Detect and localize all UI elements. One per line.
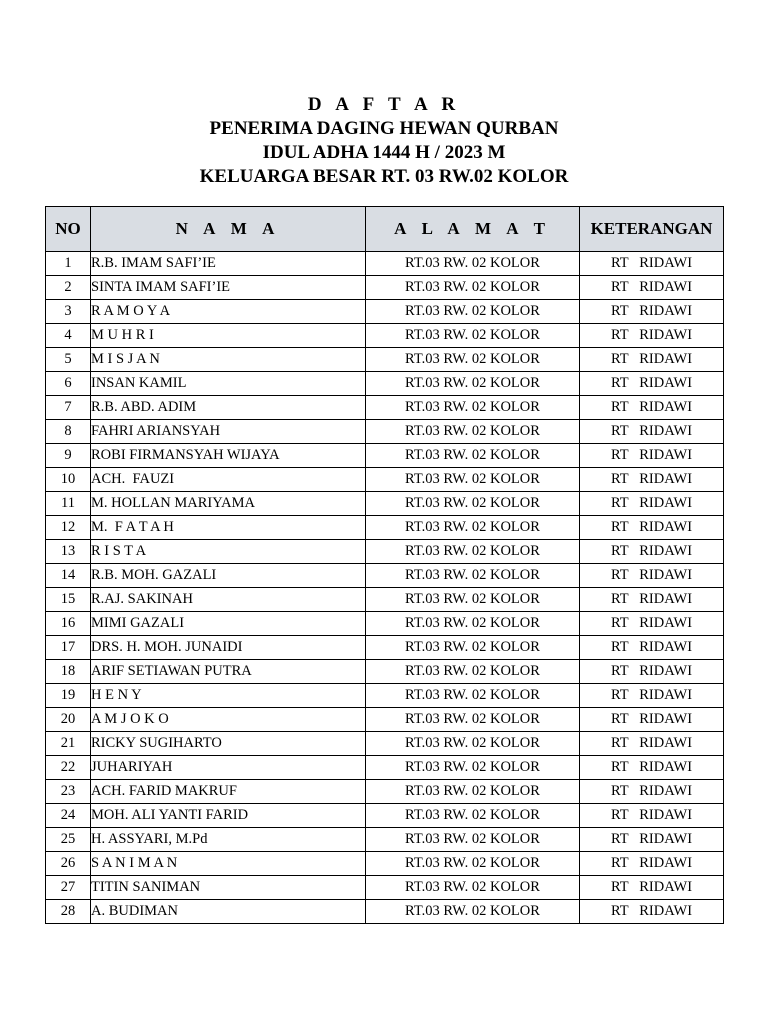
cell-nama: R.B. MOH. GAZALI xyxy=(91,564,366,588)
document-title-keluarga: KELUARGA BESAR RT. 03 RW.02 KOLOR xyxy=(199,166,569,187)
table-row xyxy=(46,516,724,540)
cell-alamat: RT.03 RW. 02 KOLOR xyxy=(366,804,580,828)
table-row xyxy=(46,372,724,396)
cell-nama: TITIN SANIMAN xyxy=(91,876,366,900)
cell-nama: ACH. FARID MAKRUF xyxy=(91,780,366,804)
cell-no: 27 xyxy=(46,876,91,900)
table-row xyxy=(46,276,724,300)
cell-no: 14 xyxy=(46,564,91,588)
cell-alamat: RT.03 RW. 02 KOLOR xyxy=(366,732,580,756)
cell-alamat: RT.03 RW. 02 KOLOR xyxy=(366,324,580,348)
cell-alamat: RT.03 RW. 02 KOLOR xyxy=(366,492,580,516)
document-title-daftar: D A F T A R xyxy=(307,94,461,115)
header-nama: N A M A xyxy=(91,207,366,252)
cell-nama: S A N I M A N xyxy=(91,852,366,876)
cell-nama: M. HOLLAN MARIYAMA xyxy=(91,492,366,516)
cell-nama: H. ASSYARI, M.Pd xyxy=(91,828,366,852)
cell-no: 22 xyxy=(46,756,91,780)
cell-no: 16 xyxy=(46,612,91,636)
table-row xyxy=(46,708,724,732)
table-row xyxy=(46,732,724,756)
document-title-idul-adha: IDUL ADHA 1444 H / 2023 M xyxy=(262,142,506,163)
table-row xyxy=(46,756,724,780)
table-row xyxy=(46,348,724,372)
cell-nama: DRS. H. MOH. JUNAIDI xyxy=(91,636,366,660)
recipient-table xyxy=(45,206,724,924)
table-row xyxy=(46,612,724,636)
cell-keterangan: RT RIDAWI xyxy=(580,612,724,636)
cell-no: 15 xyxy=(46,588,91,612)
cell-nama: M. F A T A H xyxy=(91,516,366,540)
cell-alamat: RT.03 RW. 02 KOLOR xyxy=(366,540,580,564)
cell-keterangan: RT RIDAWI xyxy=(580,756,724,780)
cell-keterangan: RT RIDAWI xyxy=(580,684,724,708)
cell-keterangan: RT RIDAWI xyxy=(580,636,724,660)
cell-keterangan: RT RIDAWI xyxy=(580,348,724,372)
cell-alamat: RT.03 RW. 02 KOLOR xyxy=(366,420,580,444)
cell-no: 24 xyxy=(46,804,91,828)
cell-no: 12 xyxy=(46,516,91,540)
table-row xyxy=(46,300,724,324)
table-row xyxy=(46,660,724,684)
cell-nama: H E N Y xyxy=(91,684,366,708)
cell-keterangan: RT RIDAWI xyxy=(580,252,724,276)
cell-no: 10 xyxy=(46,468,91,492)
table-row xyxy=(46,492,724,516)
table-row xyxy=(46,540,724,564)
cell-no: 9 xyxy=(46,444,91,468)
cell-nama: MOH. ALI YANTI FARID xyxy=(91,804,366,828)
cell-alamat: RT.03 RW. 02 KOLOR xyxy=(366,636,580,660)
cell-nama: ARIF SETIAWAN PUTRA xyxy=(91,660,366,684)
cell-alamat: RT.03 RW. 02 KOLOR xyxy=(366,300,580,324)
cell-nama: M U H R I xyxy=(91,324,366,348)
cell-nama: ROBI FIRMANSYAH WIJAYA xyxy=(91,444,366,468)
cell-nama: ACH. FAUZI xyxy=(91,468,366,492)
cell-no: 1 xyxy=(46,252,91,276)
cell-alamat: RT.03 RW. 02 KOLOR xyxy=(366,708,580,732)
cell-keterangan: RT RIDAWI xyxy=(580,732,724,756)
cell-keterangan: RT RIDAWI xyxy=(580,564,724,588)
document-title-penerima: PENERIMA DAGING HEWAN QURBAN xyxy=(209,118,559,139)
cell-nama: RICKY SUGIHARTO xyxy=(91,732,366,756)
cell-keterangan: RT RIDAWI xyxy=(580,468,724,492)
cell-keterangan: RT RIDAWI xyxy=(580,516,724,540)
cell-no: 20 xyxy=(46,708,91,732)
cell-no: 4 xyxy=(46,324,91,348)
cell-keterangan: RT RIDAWI xyxy=(580,708,724,732)
table-row xyxy=(46,564,724,588)
table-row xyxy=(46,780,724,804)
cell-keterangan: RT RIDAWI xyxy=(580,660,724,684)
cell-alamat: RT.03 RW. 02 KOLOR xyxy=(366,828,580,852)
cell-nama: R I S T A xyxy=(91,540,366,564)
cell-no: 5 xyxy=(46,348,91,372)
cell-alamat: RT.03 RW. 02 KOLOR xyxy=(366,396,580,420)
cell-alamat: RT.03 RW. 02 KOLOR xyxy=(366,372,580,396)
header-no: NO xyxy=(46,207,91,252)
cell-nama: A M J O K O xyxy=(91,708,366,732)
cell-nama: FAHRI ARIANSYAH xyxy=(91,420,366,444)
cell-nama: R.B. ABD. ADIM xyxy=(91,396,366,420)
cell-nama: M I S J A N xyxy=(91,348,366,372)
cell-alamat: RT.03 RW. 02 KOLOR xyxy=(366,252,580,276)
cell-keterangan: RT RIDAWI xyxy=(580,396,724,420)
cell-no: 11 xyxy=(46,492,91,516)
table-row xyxy=(46,900,724,924)
table-row xyxy=(46,420,724,444)
header-alamat: A L A M A T xyxy=(366,207,580,252)
cell-alamat: RT.03 RW. 02 KOLOR xyxy=(366,780,580,804)
cell-alamat: RT.03 RW. 02 KOLOR xyxy=(366,660,580,684)
cell-keterangan: RT RIDAWI xyxy=(580,372,724,396)
cell-keterangan: RT RIDAWI xyxy=(580,324,724,348)
cell-nama: R.AJ. SAKINAH xyxy=(91,588,366,612)
cell-no: 8 xyxy=(46,420,91,444)
cell-no: 2 xyxy=(46,276,91,300)
cell-nama: MIMI GAZALI xyxy=(91,612,366,636)
cell-no: 3 xyxy=(46,300,91,324)
cell-alamat: RT.03 RW. 02 KOLOR xyxy=(366,348,580,372)
table-row xyxy=(46,396,724,420)
cell-keterangan: RT RIDAWI xyxy=(580,804,724,828)
cell-keterangan: RT RIDAWI xyxy=(580,852,724,876)
table-row xyxy=(46,252,724,276)
table-row xyxy=(46,444,724,468)
cell-nama: A. BUDIMAN xyxy=(91,900,366,924)
cell-alamat: RT.03 RW. 02 KOLOR xyxy=(366,684,580,708)
cell-keterangan: RT RIDAWI xyxy=(580,876,724,900)
table-header-row xyxy=(46,207,724,252)
cell-nama: R A M O Y A xyxy=(91,300,366,324)
cell-no: 25 xyxy=(46,828,91,852)
cell-no: 18 xyxy=(46,660,91,684)
cell-alamat: RT.03 RW. 02 KOLOR xyxy=(366,588,580,612)
table-row xyxy=(46,804,724,828)
cell-alamat: RT.03 RW. 02 KOLOR xyxy=(366,468,580,492)
cell-no: 21 xyxy=(46,732,91,756)
cell-nama: SINTA IMAM SAFI’IE xyxy=(91,276,366,300)
table-row xyxy=(46,468,724,492)
table-row xyxy=(46,684,724,708)
cell-nama: JUHARIYAH xyxy=(91,756,366,780)
cell-alamat: RT.03 RW. 02 KOLOR xyxy=(366,852,580,876)
cell-keterangan: RT RIDAWI xyxy=(580,276,724,300)
cell-alamat: RT.03 RW. 02 KOLOR xyxy=(366,564,580,588)
cell-no: 7 xyxy=(46,396,91,420)
table-row xyxy=(46,828,724,852)
cell-alamat: RT.03 RW. 02 KOLOR xyxy=(366,276,580,300)
cell-alamat: RT.03 RW. 02 KOLOR xyxy=(366,756,580,780)
table-row xyxy=(46,876,724,900)
header-keterangan: KETERANGAN xyxy=(580,207,724,252)
cell-keterangan: RT RIDAWI xyxy=(580,492,724,516)
cell-no: 17 xyxy=(46,636,91,660)
cell-no: 6 xyxy=(46,372,91,396)
cell-keterangan: RT RIDAWI xyxy=(580,420,724,444)
cell-nama: INSAN KAMIL xyxy=(91,372,366,396)
cell-keterangan: RT RIDAWI xyxy=(580,588,724,612)
table-row xyxy=(46,636,724,660)
cell-no: 19 xyxy=(46,684,91,708)
cell-alamat: RT.03 RW. 02 KOLOR xyxy=(366,612,580,636)
cell-alamat: RT.03 RW. 02 KOLOR xyxy=(366,444,580,468)
cell-no: 26 xyxy=(46,852,91,876)
cell-no: 23 xyxy=(46,780,91,804)
table-row xyxy=(46,324,724,348)
table-row xyxy=(46,852,724,876)
cell-keterangan: RT RIDAWI xyxy=(580,780,724,804)
cell-alamat: RT.03 RW. 02 KOLOR xyxy=(366,516,580,540)
cell-keterangan: RT RIDAWI xyxy=(580,444,724,468)
cell-alamat: RT.03 RW. 02 KOLOR xyxy=(366,900,580,924)
cell-keterangan: RT RIDAWI xyxy=(580,900,724,924)
table-row xyxy=(46,588,724,612)
cell-keterangan: RT RIDAWI xyxy=(580,300,724,324)
cell-no: 28 xyxy=(46,900,91,924)
cell-alamat: RT.03 RW. 02 KOLOR xyxy=(366,876,580,900)
cell-no: 13 xyxy=(46,540,91,564)
cell-keterangan: RT RIDAWI xyxy=(580,540,724,564)
cell-keterangan: RT RIDAWI xyxy=(580,828,724,852)
cell-nama: R.B. IMAM SAFI’IE xyxy=(91,252,366,276)
